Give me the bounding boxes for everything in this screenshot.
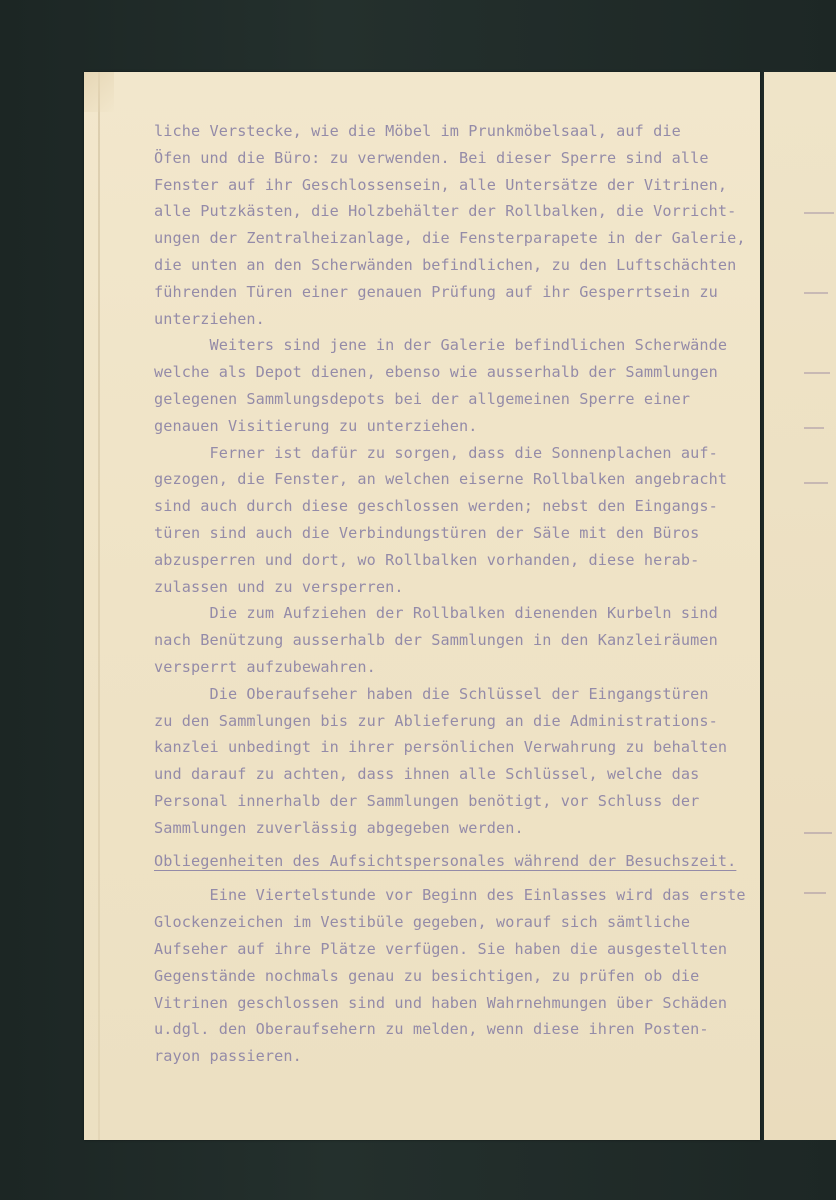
text-line: nach Benützung ausserhalb der Sammlungen in den Kanzleiräumen bbox=[154, 631, 718, 650]
adjacent-page-mark bbox=[804, 832, 832, 834]
text-line: u.dgl. den Oberaufsehern zu melden, wenn diese ihren Posten- bbox=[154, 1020, 709, 1039]
text-line: Ferner ist dafür zu sorgen, dass die Sonnenplachen auf- bbox=[154, 443, 718, 462]
section-heading: Obliegenheiten des Aufsichtspersonales während der Besuchszeit. bbox=[154, 851, 737, 870]
text-line: Eine Viertelstunde vor Beginn des Einlasses wird das erste bbox=[154, 886, 746, 905]
text-line: Sammlungen zuverlässig abgegeben werden. bbox=[154, 818, 524, 837]
typewritten-text bbox=[154, 118, 754, 1070]
text-line: Öfen und die Büro: zu verwenden. Bei dieser Sperre sind alle bbox=[154, 148, 709, 167]
text-line: welche als Depot dienen, ebenso wie ausserhalb der Sammlungen bbox=[154, 363, 718, 382]
paragraph bbox=[154, 440, 754, 601]
adjacent-page-mark bbox=[804, 892, 826, 894]
paragraph bbox=[154, 600, 754, 680]
text-line: Vitrinen geschlossen sind und haben Wahrnehmungen über Schäden bbox=[154, 993, 728, 1012]
text-line: Die Oberaufseher haben die Schlüssel der Eingangstüren bbox=[154, 684, 709, 703]
text-line: Gegenstände nochmals genau zu besichtigen, zu prüfen ob die bbox=[154, 966, 700, 985]
text-line: Personal innerhalb der Sammlungen benötigt, vor Schluss der bbox=[154, 791, 700, 810]
text-line: Weiters sind jene in der Galerie befindlichen Scherwände bbox=[154, 336, 728, 355]
text-line: Aufseher auf ihre Plätze verfügen. Sie haben die ausgestellten bbox=[154, 939, 728, 958]
text-line: führenden Türen einer genauen Prüfung auf ihr Gesperrtsein zu bbox=[154, 282, 718, 301]
text-line: Glockenzeichen im Vestibüle gegeben, worauf sich sämtliche bbox=[154, 913, 691, 932]
text-line: und darauf zu achten, dass ihnen alle Schlüssel, welche das bbox=[154, 765, 700, 784]
text-line: Die zum Aufziehen der Rollbalken dienenden Kurbeln sind bbox=[154, 604, 718, 623]
page-corner bbox=[84, 72, 114, 112]
paragraph bbox=[154, 118, 754, 332]
paragraph bbox=[154, 332, 754, 439]
adjacent-page-edge bbox=[764, 72, 836, 1140]
text-line: versperrt aufzubewahren. bbox=[154, 657, 376, 676]
paragraph bbox=[154, 882, 754, 1070]
adjacent-page-mark bbox=[804, 427, 824, 429]
spacer bbox=[154, 874, 754, 882]
text-line: die unten an den Scherwänden befindlichen, zu den Luftschächten bbox=[154, 255, 737, 274]
text-line: sind auch durch diese geschlossen werden; nebst den Eingangs- bbox=[154, 497, 718, 516]
text-line: türen sind auch die Verbindungstüren der Säle mit den Büros bbox=[154, 523, 700, 542]
text-line: rayon passieren. bbox=[154, 1047, 302, 1066]
text-line: ungen der Zentralheizanlage, die Fensterparapete in der Galerie, bbox=[154, 229, 746, 248]
page-fold bbox=[98, 72, 100, 1140]
text-line: unterziehen. bbox=[154, 309, 265, 328]
text-line: zu den Sammlungen bis zur Ablieferung an die Administrations- bbox=[154, 711, 718, 730]
text-line: gelegenen Sammlungsdepots bei der allgemeinen Sperre einer bbox=[154, 389, 691, 408]
text-line: abzusperren und dort, wo Rollbalken vorhanden, diese herab- bbox=[154, 550, 700, 569]
text-line: alle Putzkästen, die Holzbehälter der Rollbalken, die Vorricht- bbox=[154, 202, 737, 221]
adjacent-page-mark bbox=[804, 482, 828, 484]
text-line: zulassen und zu versperren. bbox=[154, 577, 404, 596]
paragraph bbox=[154, 681, 754, 842]
adjacent-page-mark bbox=[804, 292, 828, 294]
adjacent-page-mark bbox=[804, 372, 830, 374]
adjacent-page-mark bbox=[804, 212, 834, 214]
text-line: genauen Visitierung zu unterziehen. bbox=[154, 416, 478, 435]
text-line: kanzlei unbedingt in ihrer persönlichen Verwahrung zu behalten bbox=[154, 738, 728, 757]
text-line: gezogen, die Fenster, an welchen eiserne Rollbalken angebracht bbox=[154, 470, 728, 489]
text-line: liche Verstecke, wie die Möbel im Prunkmöbelsaal, auf die bbox=[154, 122, 681, 140]
text-line: Fenster auf ihr Geschlossensein, alle Untersätze der Vitrinen, bbox=[154, 175, 728, 194]
